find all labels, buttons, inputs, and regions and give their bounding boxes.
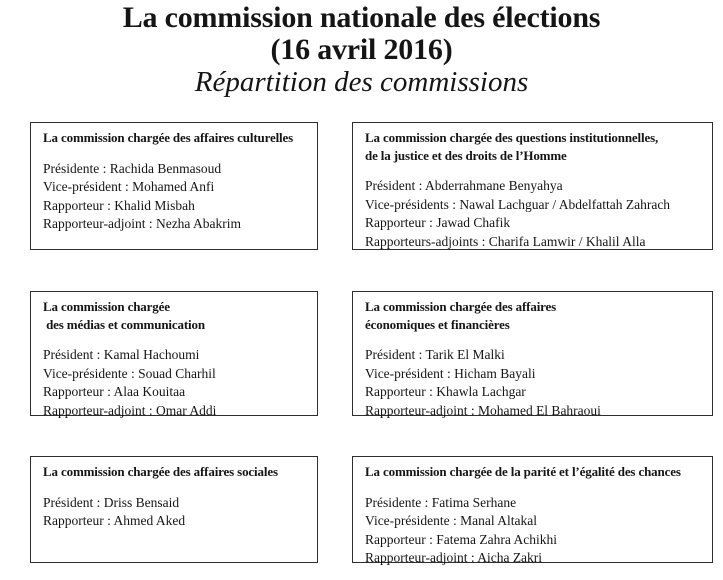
member-line: Rapporteur : Fatema Zahra Achikhi xyxy=(365,531,557,547)
page-title-line1: La commission nationale des élections xyxy=(122,1,601,34)
member-line: Rapporteur : Khawla Lachgar xyxy=(365,384,526,399)
commission-title-line: La commission chargée des affaires sociales xyxy=(43,464,278,479)
member-line: Rapporteur-adjoint : Nezha Abakrim xyxy=(43,216,242,231)
commission-members xyxy=(365,177,700,251)
commission-title xyxy=(43,463,305,481)
commission-title-line: La commission chargée xyxy=(43,299,170,314)
commission-box-medias-communication xyxy=(30,291,318,416)
member-line: Présidente : Rachida Benmasoud xyxy=(43,160,222,176)
page-subtitle: Répartition des commissions xyxy=(194,66,529,98)
commission-title-line: La commission chargée des questions institutionnelles, xyxy=(365,130,659,145)
commission-box-affaires-sociales xyxy=(30,456,318,563)
commission-title xyxy=(43,129,305,147)
commission-title-line: de la justice et des droits de l’Homme xyxy=(365,147,567,163)
commission-box-affaires-economiques xyxy=(352,291,713,416)
member-line: Vice-président : Hicham Bayali xyxy=(365,365,536,381)
member-line: Vice-président : Mohamed Anfi xyxy=(43,179,215,194)
member-line: Présidente : Fatima Serhane xyxy=(365,494,517,510)
member-line: Rapporteur : Khalid Misbah xyxy=(43,197,195,213)
member-line: Rapporteur : Jawad Chafik xyxy=(365,215,511,230)
member-line: Président : Tarik El Malki xyxy=(365,347,505,362)
commission-box-questions-institutionnelles xyxy=(352,122,713,250)
page-title-line2: (16 avril 2016) xyxy=(270,33,453,66)
commission-title xyxy=(365,129,700,164)
member-line: Président : Kamal Hachoumi xyxy=(43,347,200,362)
commission-members xyxy=(43,160,305,234)
commission-box-parite-egalite xyxy=(352,456,713,563)
member-line: Rapporteur-adjoint : Aicha Zakri xyxy=(365,550,543,565)
member-line: Rapporteur-adjoint : Mohamed El Bahraoui xyxy=(365,402,601,418)
commission-members xyxy=(365,346,700,420)
commission-title-line: des médias et communication xyxy=(43,316,205,332)
member-line: Rapporteur : Ahmed Aked xyxy=(43,513,186,528)
member-line: Président : Driss Bensaid xyxy=(43,494,180,510)
commission-title-line: économiques et financières xyxy=(365,316,510,332)
commission-box-affaires-culturelles xyxy=(30,122,318,250)
commission-title xyxy=(43,298,305,333)
commission-members xyxy=(43,494,305,531)
member-line: Vice-présidents : Nawal Lachguar / Abdelfattah Zahrach xyxy=(365,196,671,212)
member-line: Rapporteur : Alaa Kouitaa xyxy=(43,384,186,399)
commission-title-line: La commission chargée des affaires culturelles xyxy=(43,130,294,145)
document-header xyxy=(0,2,723,98)
member-line: Rapporteur-adjoint : Omar Addi xyxy=(43,402,217,418)
member-line: Président : Abderrahmane Benyahya xyxy=(365,178,563,193)
commission-title xyxy=(365,463,700,481)
commission-title-line: La commission chargée de la parité et l’égalité des chances xyxy=(365,464,681,479)
member-line: Vice-présidente : Souad Charhil xyxy=(43,365,216,381)
commission-title-line: La commission chargée des affaires xyxy=(365,299,557,314)
member-line: Vice-présidente : Manal Altakal xyxy=(365,513,537,528)
commission-members xyxy=(43,346,305,420)
commission-members xyxy=(365,494,700,568)
member-line: Rapporteurs-adjoints : Charifa Lamwir / Khalil Alla xyxy=(365,233,646,249)
commission-title xyxy=(365,298,700,333)
